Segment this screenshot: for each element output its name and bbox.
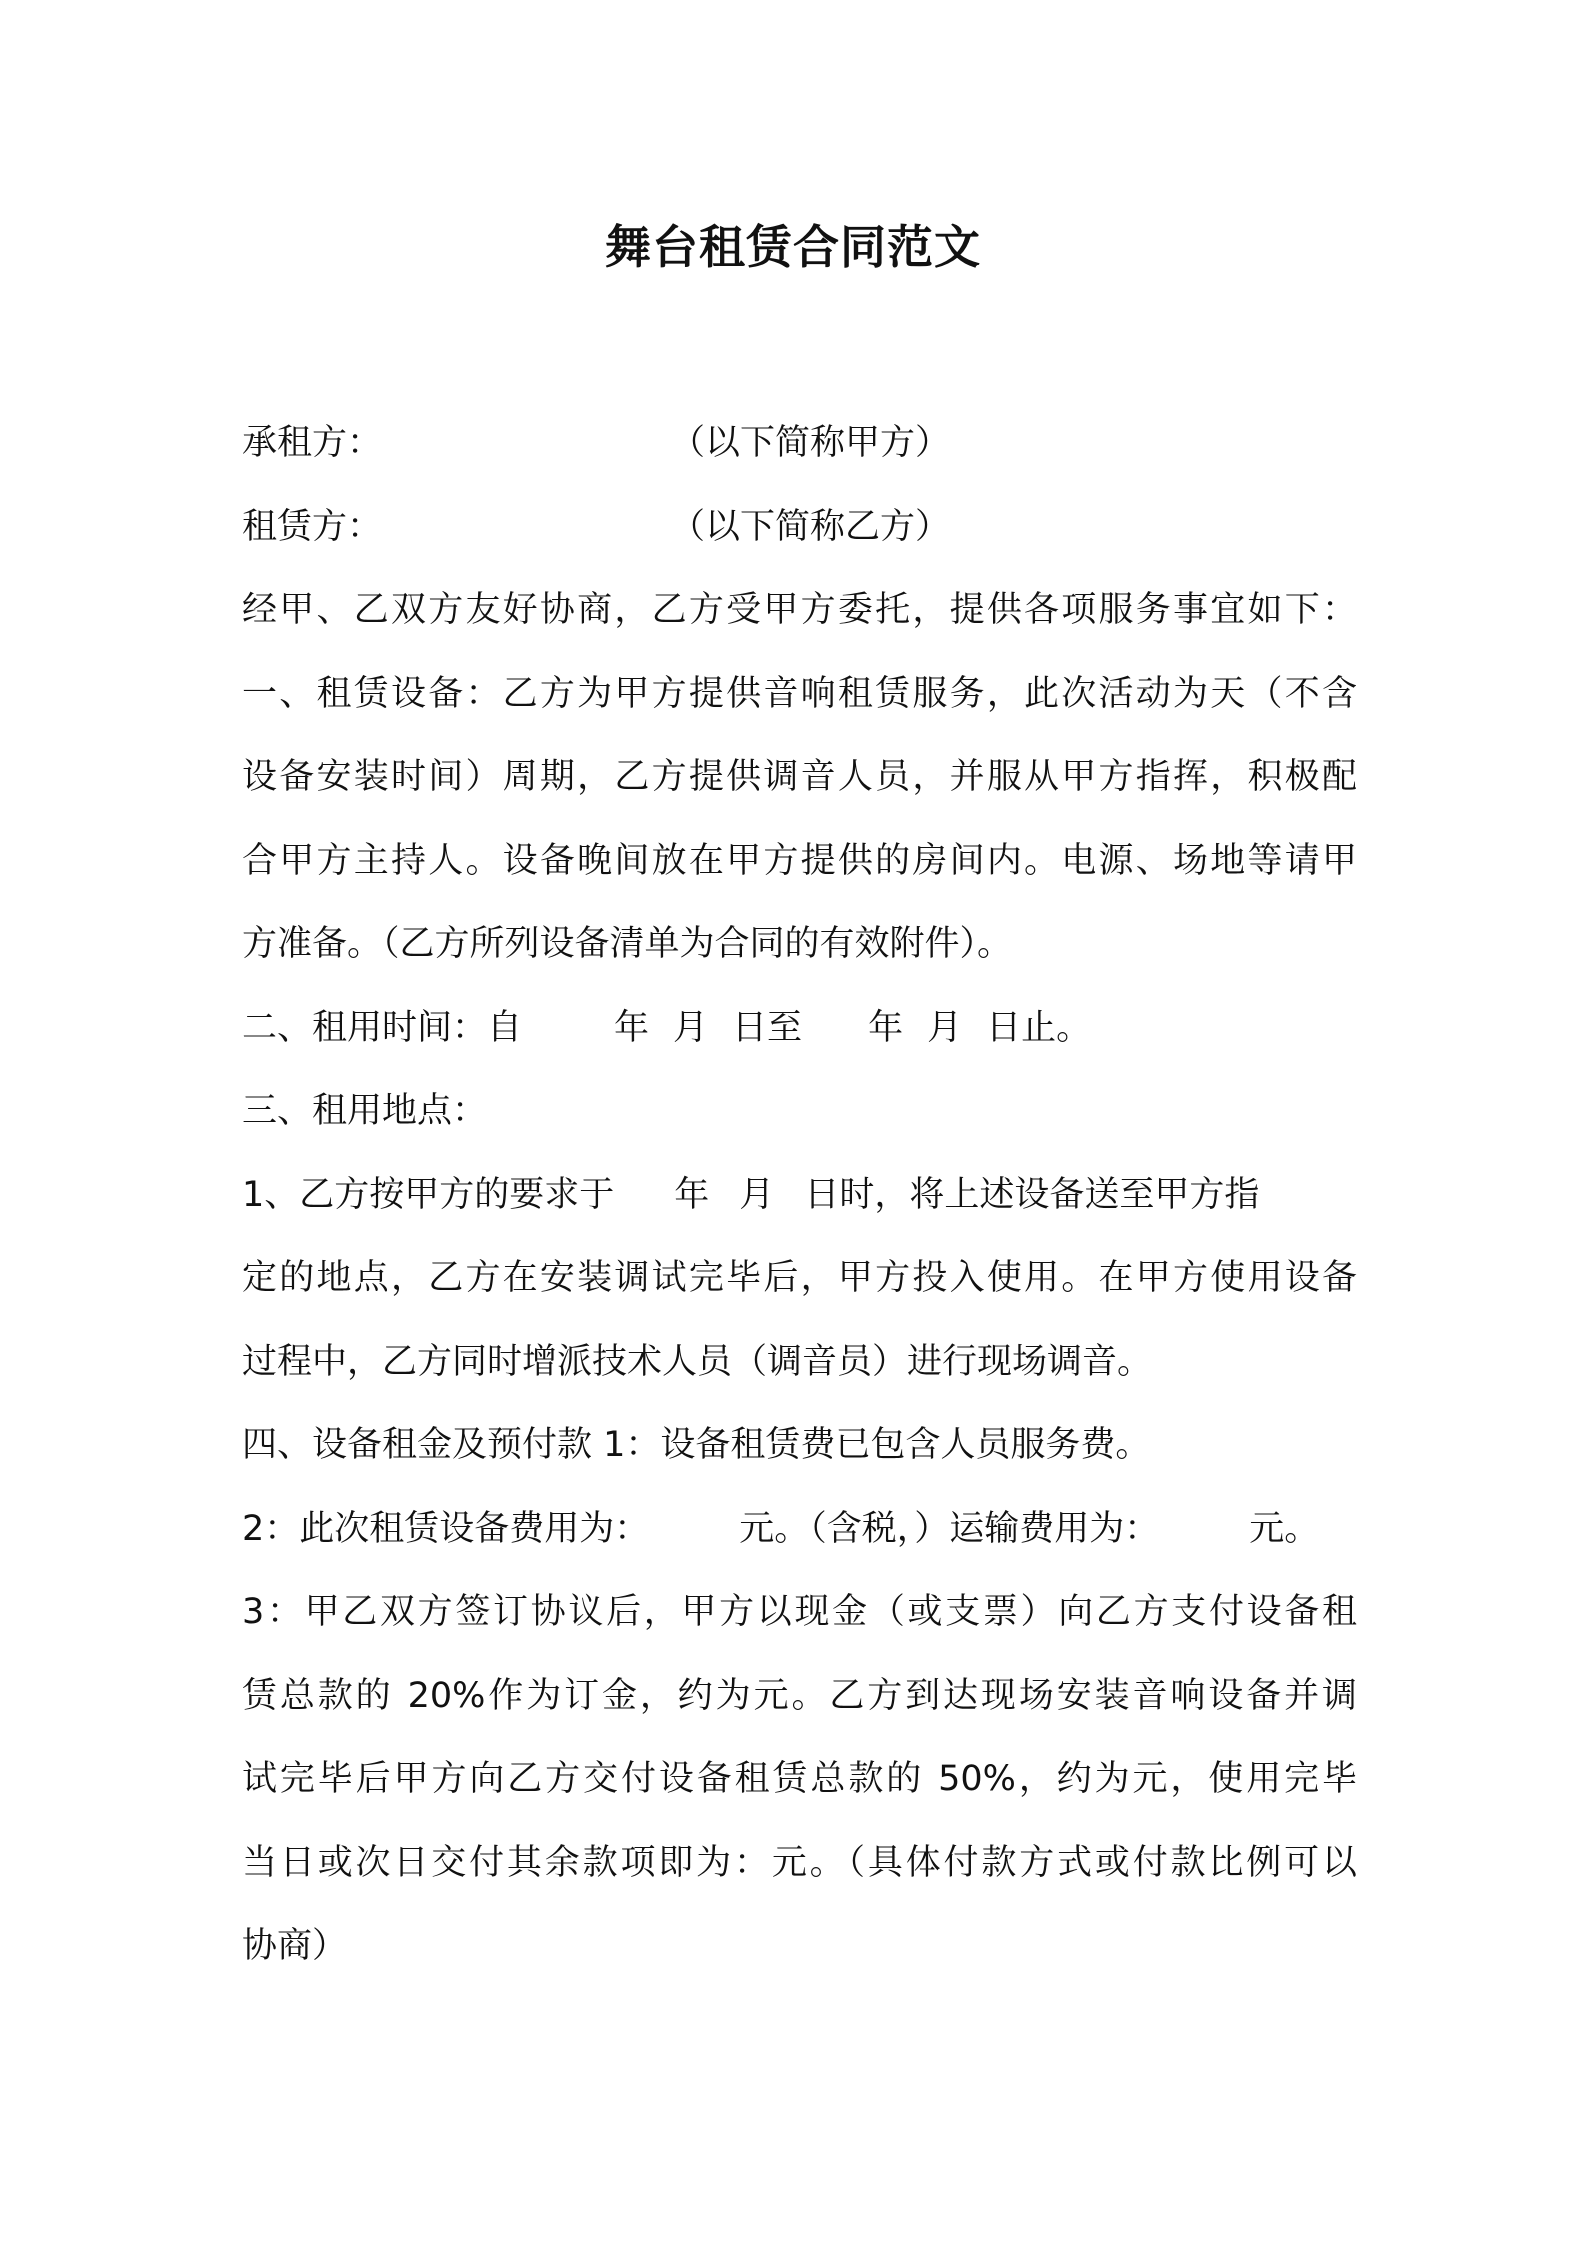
section4-item3-line1: 3：甲乙双方签订协议后，甲方以现金（或支票）向乙方支付设备租 [242, 1592, 1357, 1632]
item2-mid: 元。（含税，）运输费用为： [739, 1508, 1160, 1549]
lessor-note: （以下简称乙方） [670, 506, 951, 547]
rental-start-day: 日至 [732, 1007, 803, 1048]
section4-item3-line4: 当日或次日交付其余款项即为：元。（具体付款方式或付款比例可以 [242, 1842, 1357, 1883]
rental-period-line [242, 987, 1357, 1071]
item2-start: 2：此次租赁设备费用为： [242, 1508, 650, 1549]
section3-item1-line2: 定的地点，乙方在安装调试完毕后，甲方投入使用。在甲方使用设备 [242, 1258, 1357, 1298]
section1-line2: 设备安装时间）周期，乙方提供调音人员，并服从甲方指挥，积极配 [242, 757, 1357, 797]
section4-item2 [242, 1488, 1357, 1572]
lessee-line [242, 402, 1357, 486]
section3-item1-line3: 过程中，乙方同时增派技术人员（调音员）进行现场调音。 [242, 1341, 1153, 1382]
item1-start: 1、乙方按甲方的要求于 [242, 1174, 615, 1215]
section4-item3-line2: 赁总款的 20%作为订金，约为元。乙方到达现场安装音响设备并调 [242, 1675, 1357, 1716]
section1-line1: 一、租赁设备：乙方为甲方提供音响租赁服务，此次活动为天（不含 [242, 673, 1357, 714]
document-body [242, 402, 1357, 1989]
rental-end-day: 日止。 [986, 1007, 1092, 1048]
section3-heading: 三、租用地点： [242, 1091, 488, 1131]
rental-start-year: 年 [614, 1007, 650, 1048]
item1-year: 年 [674, 1174, 710, 1215]
lessee-note: （以下简称甲方） [670, 423, 951, 463]
item1-end: 日时，将上述设备送至甲方指 [804, 1174, 1260, 1215]
lessee-label: 承租方： [242, 423, 383, 463]
intro-paragraph: 经甲、乙双方友好协商，乙方受甲方委托，提供各项服务事宜如下： [242, 590, 1357, 630]
lessor-label: 租赁方： [242, 506, 383, 547]
section3-item1-line1 [242, 1154, 1357, 1238]
item2-end: 元。 [1249, 1508, 1320, 1549]
document-title: 舞台租赁合同范文 [605, 220, 981, 274]
section4-line1: 四、设备租金及预付款 1：设备租赁费已包含人员服务费。 [242, 1425, 1151, 1465]
section4-item3-line3: 试完毕后甲方向乙方交付设备租赁总款的 50%，约为元，使用完毕 [242, 1759, 1357, 1799]
section1-line3: 合甲方主持人。设备晚间放在甲方提供的房间内。电源、场地等请甲 [242, 840, 1357, 881]
rental-start-month: 月 [673, 1007, 709, 1048]
section1-line4: 方准备。（乙方所列设备清单为合同的有效附件）。 [242, 924, 1013, 964]
rental-end-year: 年 [868, 1007, 904, 1048]
lessor-line [242, 486, 1357, 570]
rental-end-month: 月 [927, 1007, 963, 1048]
rental-period-label: 二、租用时间：自 [242, 1007, 523, 1048]
section4-item3-line5: 协商） [242, 1926, 348, 1966]
item1-month: 月 [739, 1174, 775, 1215]
